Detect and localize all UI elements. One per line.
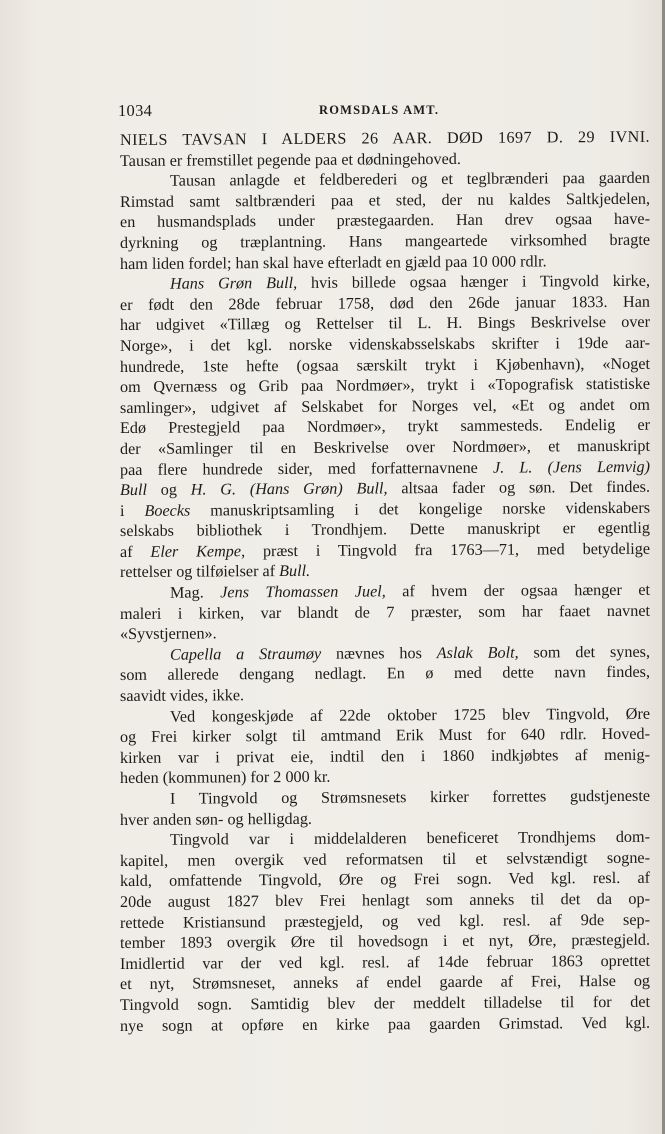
- text-run: heden (kommunen) for 2 000 kr.: [119, 768, 331, 788]
- text-run: rettelser og tilføielser af: [119, 562, 280, 582]
- text-run: Tausan er fremstillet pegende paa et dødningehoved.: [119, 149, 461, 170]
- text-run: saavidt vides, ikke.: [119, 686, 245, 706]
- text-run: manuskriptsamling i det kongelige norske videnskabers: [190, 498, 651, 520]
- italic-text: H. G. (Hans Grøn) Bull,: [190, 479, 388, 499]
- text-run: Tingvold var i middelalderen beneficeret Trondhjems dom-: [169, 827, 651, 849]
- italic-text: Bull.: [279, 562, 311, 581]
- italic-text: J. L. (Jens Lemvig): [492, 457, 651, 477]
- text-run: har udgivet «Tillæg og Rettelser til L. H. Bings Beskrivelse over: [119, 313, 651, 335]
- text-run: samlinger», udgivet af Selskabet for Norges vel, «Et og andet om: [119, 395, 651, 417]
- text-run: «Syvstjernen».: [119, 624, 217, 644]
- text-run: 20de august 1827 blev Frei henlagt som anneks til det da op-: [119, 889, 651, 911]
- text-line: [120, 374, 650, 398]
- text-run: af hvem der ogsaa hænger et: [385, 580, 651, 601]
- text-run: og: [146, 480, 191, 499]
- text-run: er født den 28de februar 1758, død den 26de januar 1833. Han: [119, 292, 651, 314]
- text-line: [120, 580, 650, 604]
- text-run: altsaa fader og søn. Det findes.: [387, 477, 651, 498]
- text-run: som det synes,: [518, 642, 651, 662]
- text-run: selskabs bibliothek i Trondhjem. Dette manuskript er egentlig: [119, 519, 651, 541]
- text-run: Ved kongeskjøde af 22de oktober 1725 blev Tingvold, Øre: [169, 704, 651, 726]
- text-run: præst i Tingvold fra 1763—71, med betydelige: [245, 539, 651, 561]
- text-run: rettede Kristiansund præstegjeld, og ved kgl. resl. af 9de sep-: [119, 910, 651, 932]
- text-run: Mag.: [169, 583, 221, 602]
- text-run: Tausan anlagde et feldberederi og et teglbrænderi paa gaarden: [169, 168, 651, 190]
- text-line: [120, 889, 650, 913]
- text-line: [120, 724, 650, 748]
- text-run: og Frei kirker solgt til amtmand Erik Must for 640 rdlr. Hoved-: [119, 724, 651, 747]
- text-line: [120, 230, 650, 254]
- italic-text: Aslak Bolt,: [436, 643, 519, 662]
- text-run: Norge», i det kgl. norske videnskabsselskabs skrifter i 19de aar-: [119, 333, 651, 355]
- text-line: [120, 683, 650, 707]
- text-run: hundrede, 1ste hefte (ogsaa særskilt trykt i Kjøbenhavn), «Noget: [119, 354, 651, 376]
- page-number: 1034: [118, 101, 153, 120]
- text-run: NIELS TAVSAN I ALDERS 26 AAR. DØD 1697 D. 29 IVNI.: [119, 127, 651, 149]
- text-run: af: [119, 542, 151, 561]
- italic-text: Capella a Straumøy: [169, 644, 322, 664]
- text-run: om Qvernæss og Grib paa Nordmøer», trykt i «Topografisk statistiske: [119, 374, 651, 397]
- text-run: I Tingvold og Strømsnesets kirker forrettes gudstjeneste: [169, 786, 651, 808]
- text-line: [120, 168, 650, 192]
- italic-text: Boecks: [144, 501, 191, 520]
- text-line: [120, 271, 650, 295]
- italic-text: Bull: [119, 480, 148, 500]
- text-run: dyrkning og træplantning. Hans mangeartede virksomhed bragte: [119, 230, 651, 252]
- text-line: [120, 436, 650, 460]
- text-run: tember 1893 overgik Øre til hovedsogn i et nyt, Øre, præstegjeld.: [119, 930, 651, 953]
- page-header: [118, 101, 648, 125]
- text-line: [120, 333, 650, 357]
- text-run: paa flere hundrede sider, med forfatternavnene: [119, 458, 494, 479]
- italic-text: Hans Grøn Bull,: [169, 274, 298, 293]
- text-run: maleri i kirken, var blandt de 7 præster, som har faaet navnet: [119, 601, 651, 623]
- text-run: ham liden fordel; han skal have efterladt en gjæld paa 10 000 rdlr.: [119, 251, 547, 273]
- text-run: hvis billede ogsaa hænger i Tingvold kirke,: [297, 271, 651, 293]
- italic-text: Eler Kempe,: [150, 542, 246, 561]
- text-run: Edø Prestegjeld paa Nordmøer», trykt sammesteds. Endelig er: [119, 416, 651, 438]
- italic-text: Jens Thomassen Juel,: [220, 582, 386, 602]
- text-run: som allerede dengang nedlagt. En ø med dette navn findes,: [119, 663, 651, 685]
- running-head: ROMSDALS AMT.: [319, 103, 440, 117]
- text-run: kapitel, men overgik ved reformatsen til et selvstændigt sogne-: [119, 848, 651, 870]
- text-run: nævnes hos: [321, 643, 437, 663]
- text-run: i: [119, 501, 145, 520]
- text-run: en husmandsplads under præstegaarden. Han drev ogsaa have-: [119, 210, 651, 232]
- text-line: [120, 992, 650, 1016]
- text-line: [120, 477, 650, 501]
- text-run: nye sogn at opføre en kirke paa gaarden Grimstad. Ved kgl.: [119, 1013, 651, 1035]
- text-line: [120, 930, 650, 954]
- inscription-line: [120, 127, 650, 151]
- text-run: et nyt, Strømsneset, anneks af endel gaarde af Frei, Halse og: [119, 972, 651, 994]
- text-line: [120, 1012, 650, 1036]
- text-line: [120, 827, 650, 851]
- text-run: kald, omfattende Tingvold, Øre og Frei sogn. Ved kgl. resl. af: [119, 869, 651, 891]
- text-run: der «Samlinger til en Beskrivelse over Nordmøer», et manuskript: [119, 436, 651, 458]
- text-run: kirken var i privat eie, indtil den i 1860 indkjøbtes af menig-: [119, 745, 651, 767]
- text-line: [120, 786, 650, 810]
- text-run: hver anden søn- og helligdag.: [119, 809, 313, 829]
- body-text: [119, 127, 651, 1036]
- text-run: Rimstad samt saltbrænderi paa et sted, der nu kaldes Saltkjedelen,: [119, 189, 651, 211]
- text-run: Tingvold sogn. Samtidig blev der meddelt tilladelse til for det: [119, 992, 651, 1014]
- text-run: Imidlertid var der ved kgl. resl. af 14de februar 1863 oprettet: [119, 951, 651, 973]
